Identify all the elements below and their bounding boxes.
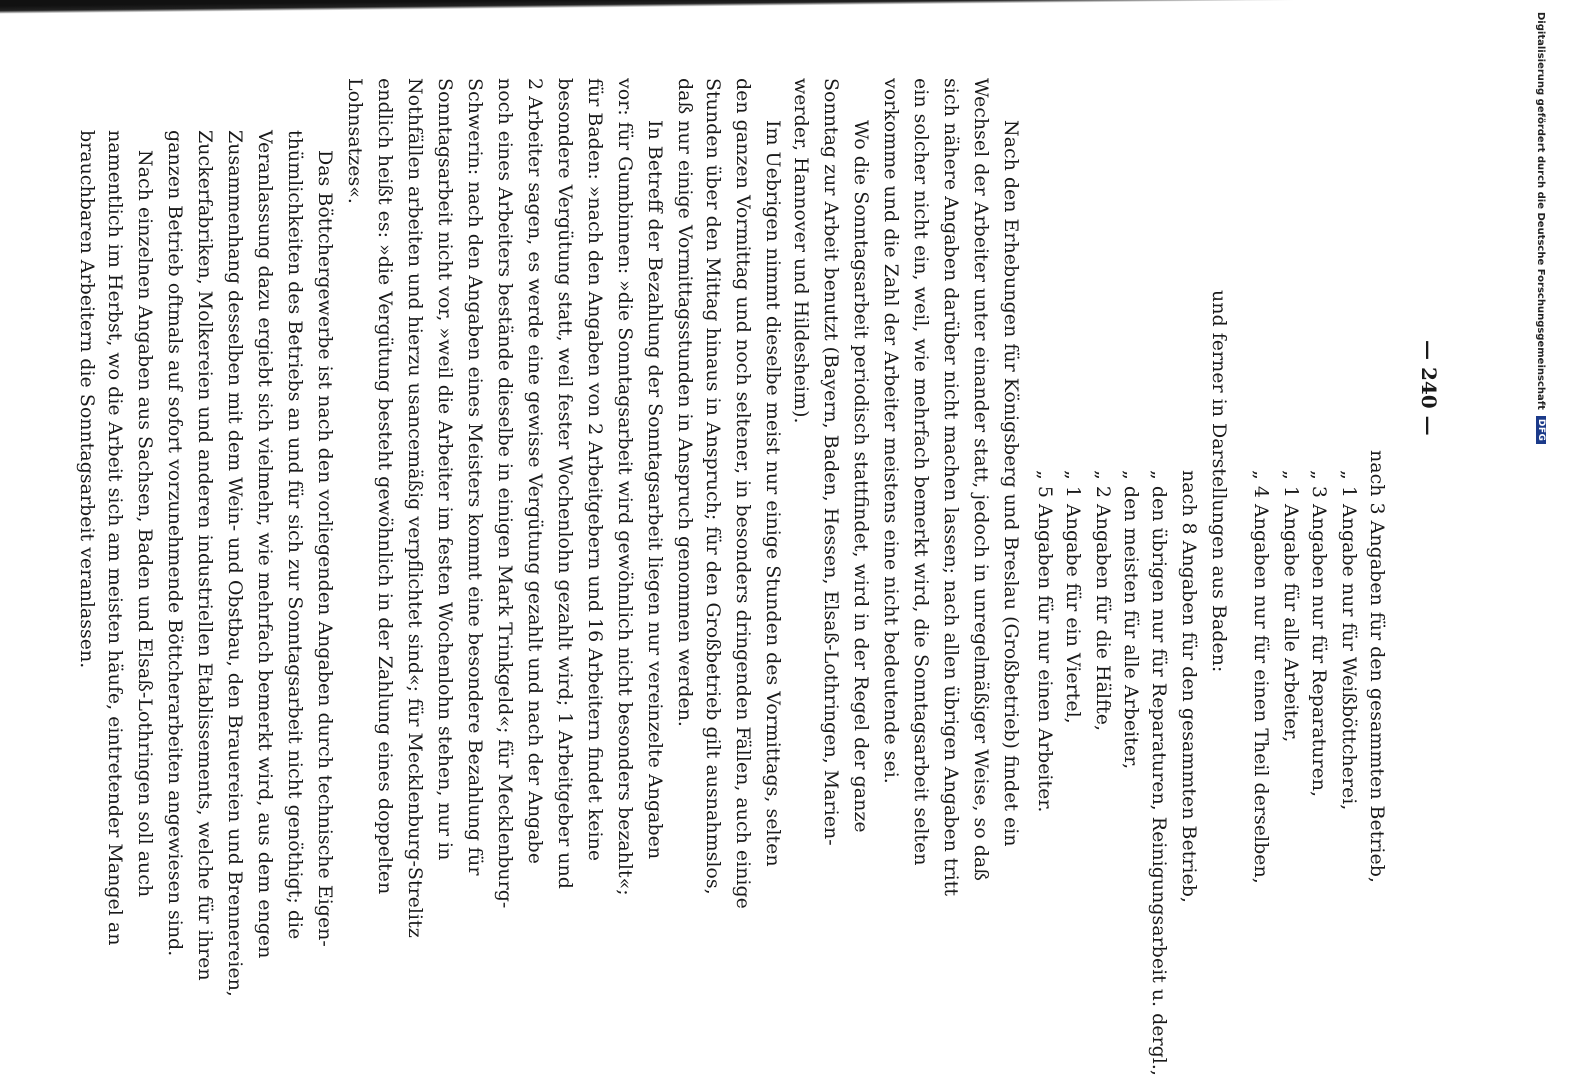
text-line: „ 4 Angaben nur für einen Theil derselben, bbox=[1250, 470, 1272, 884]
text-line: Sonntagsarbeit nicht vor, »weil die Arbeiter im festen Wochenlohn stehen, nur in bbox=[434, 78, 456, 861]
text-line: 2 Arbeiter sagen, es werde eine gewisse Vergütung gezahlt und nach der Angabe bbox=[524, 78, 546, 864]
text-line: Wo die Sonntagsarbeit periodisch stattfindet, wird in der Regel der ganze bbox=[850, 120, 872, 833]
text-line: „ den übrigen nur für Reparaturen, Reinigungsarbeit u. dergl., bbox=[1148, 470, 1170, 1076]
digitization-credit bbox=[1526, 12, 1556, 772]
text-line: Lohnsatzes«. bbox=[344, 78, 366, 204]
text-line: Das Böttchergewerbe ist nach den vorliegenden Angaben durch technische Eigen- bbox=[314, 150, 336, 947]
text-line: vorkomme und die Zahl der Arbeiter meistens eine nicht bedeutende sei. bbox=[880, 78, 902, 784]
text-line: In Betreff der Bezahlung der Sonntagsarbeit liegen nur vereinzelte Angaben bbox=[644, 120, 666, 860]
page-number: — 240 — bbox=[1417, 340, 1441, 436]
text-line: „ den meisten für alle Arbeiter, bbox=[1120, 470, 1142, 770]
text-line: endlich heißt es: »die Vergütung besteht gewöhnlich in der Zahlung eines doppelten bbox=[374, 78, 396, 895]
text-line: werder, Hannover und Hildesheim). bbox=[790, 78, 812, 424]
text-line: Sonntag zur Arbeit benutzt (Bayern, Baden, Hessen, Elsaß-Lothringen, Marien- bbox=[820, 78, 842, 846]
text-line: für Baden: »nach den Angaben von 2 Arbeitgebern und 16 Arbeitern findet keine bbox=[584, 78, 606, 862]
text-line: sich nähere Angaben darüber nicht machen lassen; nach allen übrigen Angaben tritt bbox=[940, 78, 962, 896]
text-line: Wechsel der Arbeiter unter einander statt, jedoch in unregelmäßiger Weise, so daß bbox=[970, 78, 992, 881]
text-line: ganzen Betrieb oftmals auf sofort vorzunehmende Böttcherarbeiten angewiesen sind. bbox=[164, 130, 186, 957]
text-line: „ 1 Angabe für ein Viertel, bbox=[1062, 470, 1084, 724]
dfg-logo: DFG bbox=[1536, 416, 1546, 445]
text-line: namentlich im Herbst, wo die Arbeit sich am meisten häufe, eintretender Mangel an bbox=[104, 130, 126, 946]
text-line: den ganzen Vormittag und noch seltener, in besonders dringenden Fällen, auch einige bbox=[732, 78, 754, 909]
text-line: thümlichkeiten des Betriebs an und für sich zur Sonntagsarbeit nicht genöthigt; die bbox=[284, 130, 306, 940]
text-line: Nach den Erhebungen für Königsberg und Breslau (Großbetrieb) findet ein bbox=[1000, 120, 1022, 847]
digitization-credit-text: Digitalisierung gefördert durch die Deutsche Forschungsgemeinschaft bbox=[1535, 12, 1547, 410]
text-line: besondere Vergütung statt, weil fester Wochenlohn gezahlt wird; 1 Arbeitgeber und bbox=[554, 78, 576, 889]
text-line: daß nur einige Vormittagsstunden in Anspruch genommen werden. bbox=[674, 78, 696, 727]
text-line: vor: für Gumbinnen: »die Sonntagsarbeit wird gewöhnlich nicht besonders bezahlt«; bbox=[614, 78, 636, 896]
text-line: Zuckerfabriken, Molkereien und anderen industriellen Etablissements, welche für ihren bbox=[194, 130, 216, 981]
text-line: „ 3 Angaben nur für Reparaturen, bbox=[1308, 470, 1330, 798]
text-line: Schwerin: nach den Angaben eines Meisters kommt eine besondere Bezahlung für bbox=[464, 78, 486, 876]
text-line: Stunden über den Mittag hinaus in Anspruch; für den Großbetrieb gilt ausnahmslos, bbox=[702, 78, 724, 895]
text-line: Nothfällen arbeiten und hierzu usancemäßig verpflichtet sind«; für Mecklenburg-Strelitz bbox=[404, 78, 426, 938]
text-line: noch eines Arbeiters bestände dieselbe in einigen Mark Trinkgeld«; für Mecklenburg- bbox=[494, 78, 516, 909]
text-line: „ 1 Angabe nur für Weißböttcherei, bbox=[1338, 470, 1360, 811]
text-line: „ 5 Angaben für nur einen Arbeiter. bbox=[1034, 470, 1056, 813]
text-line: „ 2 Angaben für die Hälfte, bbox=[1092, 470, 1114, 731]
text-line: Im Uebrigen nimmt dieselbe meist nur einige Stunden des Vormittags, selten bbox=[762, 120, 784, 867]
text-line: Nach einzelnen Angaben aus Sachsen, Baden und Elsaß-Lothringen soll auch bbox=[134, 150, 156, 898]
text-line: „ 1 Angabe für alle Arbeiter, bbox=[1280, 470, 1302, 743]
text-line: ein solcher nicht ein, weil, wie mehrfach bemerkt wird, die Sonntagsarbeit selten bbox=[910, 78, 932, 866]
text-line: Veranlassung dazu ergiebt sich vielmehr, wie mehrfach bemerkt wird, aus dem engen bbox=[254, 130, 276, 959]
text-line: und ferner in Darstellungen aus Baden: bbox=[1208, 290, 1230, 673]
text-line: brauchbaren Arbeitern die Sonntagsarbeit veranlassen. bbox=[76, 130, 98, 669]
text-line: Zusammenhang desselben mit dem Wein- und Obstbau, den Brauereien und Brennereien, bbox=[224, 130, 246, 997]
text-line: nach 3 Angaben für den gesammten Betrieb, bbox=[1366, 450, 1388, 883]
text-line: nach 8 Angaben für den gesammten Betrieb, bbox=[1178, 470, 1200, 903]
page-body bbox=[76, 10, 1441, 1076]
document-page bbox=[76, 10, 1441, 1076]
